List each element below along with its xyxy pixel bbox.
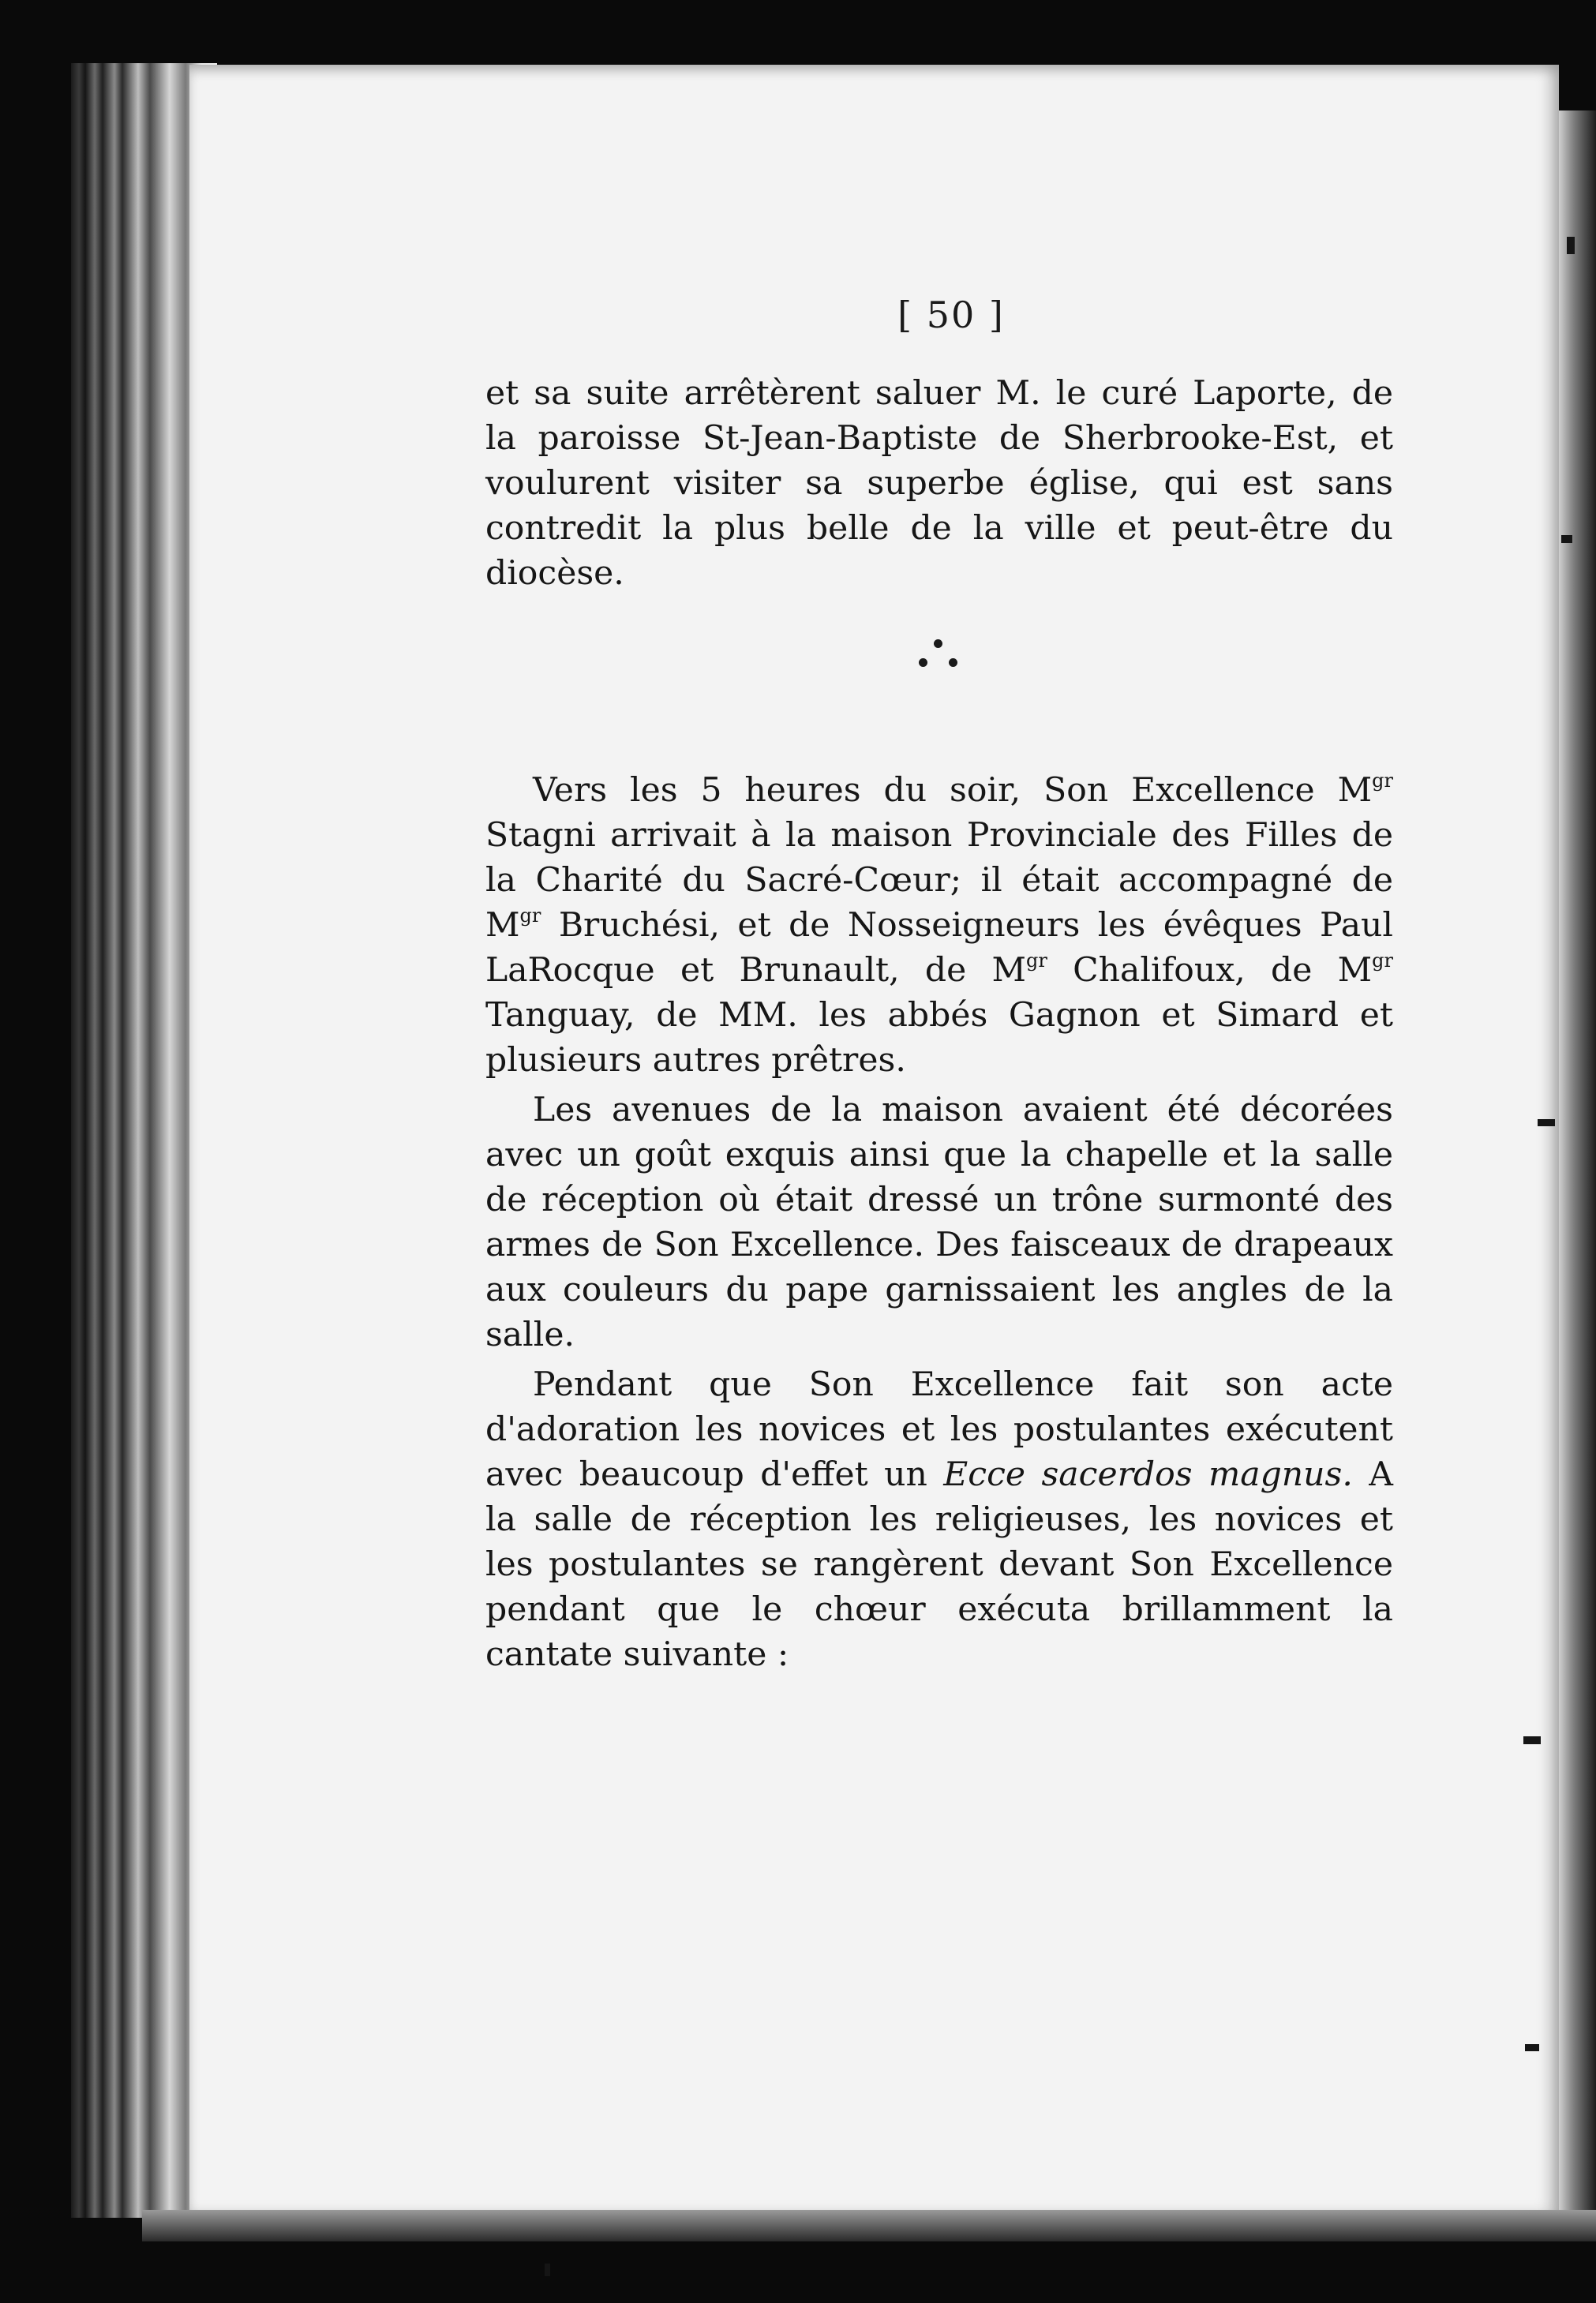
superscript-abbr: gr [519, 904, 541, 927]
edge-speck [1525, 2044, 1539, 2051]
text-run: Chalifoux, de M [1047, 951, 1373, 990]
superscript-abbr: gr [1372, 949, 1393, 972]
edge-speck [1538, 1119, 1555, 1126]
page-bottom-edge [142, 2210, 1596, 2241]
body-text [485, 768, 1393, 1677]
paragraph-continued [485, 371, 1393, 596]
text-run: Vers les 5 heures du soir, Son Excellence M [533, 771, 1373, 810]
superscript-abbr: gr [1026, 949, 1047, 972]
edge-speck [1523, 1736, 1541, 1744]
asterism-separator [908, 633, 971, 680]
text-run: Bruchési, et de Nosseigneurs les évêques Paul LaRocque et Brunault, de M [485, 906, 1393, 990]
superscript-abbr: gr [1372, 770, 1393, 792]
page-right-edge [1559, 110, 1596, 2241]
text-run: Pendant que Son Excellence fait son acte d'adoration les novices et les postulantes exécutent avec beaucoup d'effet un [485, 1365, 1393, 1494]
edge-speck [1567, 237, 1575, 254]
asterism-dot [934, 639, 942, 648]
edge-speck [545, 2264, 550, 2276]
text-run: Stagni arrivait à la maison Provinciale des Filles de la Charité du Sacré-Cœur; il était accompagné de M [485, 816, 1393, 945]
paragraph-arrival [485, 768, 1393, 1083]
text-run: Tanguay, de MM. les abbés Gagnon et Simard et plusieurs autres prêtres. [485, 996, 1393, 1080]
paragraph-decorations: Les avenues de la maison avaient été décorées avec un goût exquis ainsi que la chapelle et la salle de réception où était dressé un trône surmonté des armes de Son Excellence. Des faisceaux de drapeaux aux couleurs du pape garnissaient les angles de la salle. [485, 1091, 1393, 1354]
paragraph-text: et sa suite arrêtèrent saluer M. le curé Laporte, de la paroisse St-Jean-Baptiste de Sherbrooke-Est, et voulurent visiter sa superbe église, qui est sans contredit la plus belle de la ville et peut-être du diocèse. [485, 374, 1393, 593]
edge-speck [1561, 535, 1572, 543]
paragraph-adoration [485, 1362, 1393, 1677]
italic-title: Ecce sacerdos magnus. [943, 1455, 1353, 1494]
text-run: A la salle de réception les religieuses, les novices et les postulantes se rangèrent devant Son Excellence pendant que le chœur exécuta brillamment la cantate suivante : [485, 1455, 1393, 1674]
page-number: [ 50 ] [897, 294, 1005, 336]
asterism-dot [949, 658, 957, 667]
asterism-dot [919, 658, 927, 667]
